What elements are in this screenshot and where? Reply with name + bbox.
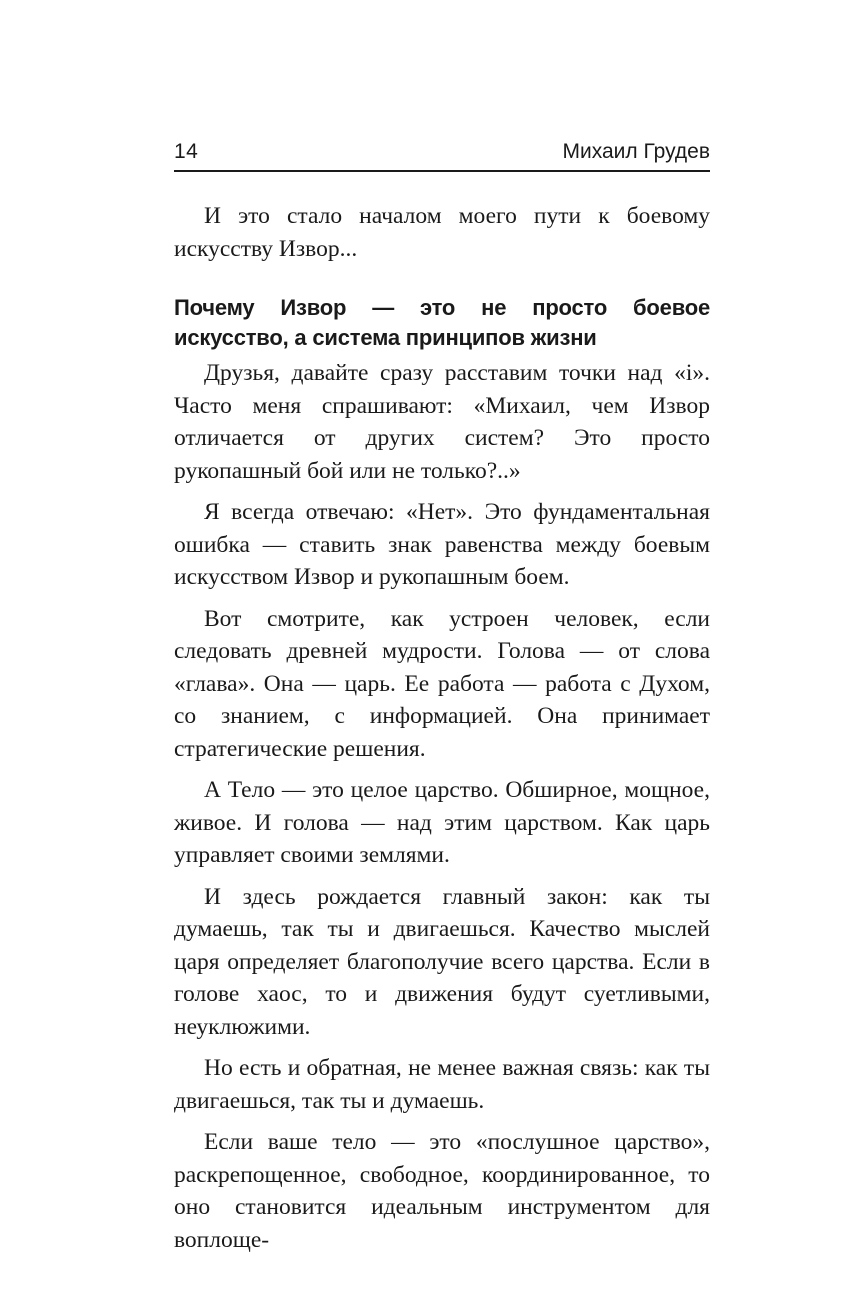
page-body <box>174 200 710 1256</box>
intro-paragraph: И это стало началом моего пути к боевому искусству Извор... <box>174 203 710 262</box>
paragraph: Но есть и обратная, не менее важная связь: как ты двигаешься, так ты и думаешь. <box>174 1055 710 1114</box>
running-header <box>174 140 710 172</box>
paragraph: И здесь рождается главный закон: как ты думаешь, так ты и двигаешься. Качество мыслей царя определяет благополучие всего царства. Если в голове хаос, то и движения будут суетливыми, неуклюжими. <box>174 883 710 1040</box>
author-name: Михаил Грудев <box>562 140 710 163</box>
paragraph: Я всегда отвечаю: «Нет». Это фундаментальная ошибка — ставить знак равенства между боевым искусством Извор и рукопашным боем. <box>174 499 710 590</box>
page-number: 14 <box>174 140 199 163</box>
paragraph: Друзья, давайте сразу расставим точки над «i». Часто меня спрашивают: «Михаил, чем Извор отличается от других систем? Это просто рукопашный бой или не только?..» <box>174 360 710 484</box>
section-heading: Почему Извор — это не просто боевое искусство, а система принципов жизни <box>174 295 710 350</box>
paragraph: Если ваше тело — это «послушное царство», раскрепощенное, свободное, координированное, то оно становится идеальным инструментом для воплоще- <box>174 1129 710 1253</box>
paragraph: Вот смотрите, как устроен человек, если следовать древней мудрости. Голова — от слова «глава». Она — царь. Ее работа — работа с Духом, со знанием, с информацией. Она принимает стратегические решения. <box>174 605 710 762</box>
book-page <box>174 140 710 1265</box>
paragraph: А Тело — это целое царство. Обширное, мощное, живое. И голова — над этим царством. Как царь управляет своими землями. <box>174 777 710 868</box>
